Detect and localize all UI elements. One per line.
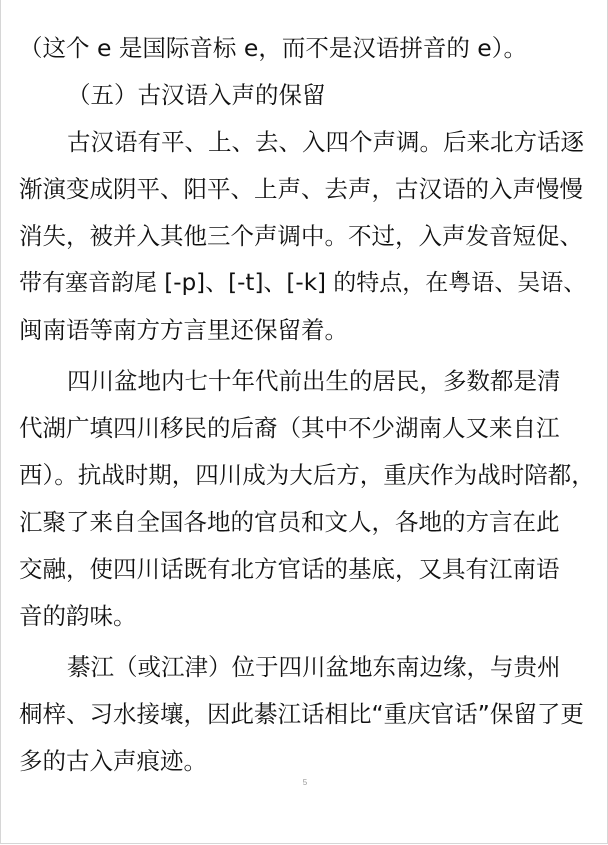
text-line-1: （这个 e 是国际音标 e，而不是汉语拼音的 e）。 xyxy=(19,34,528,62)
text-line-6: 带有塞音韵尾 [-p]、[-t]、[-k] 的特点，在粤语、吴语、 xyxy=(19,270,587,296)
section-heading: （五）古汉语入声的保留 xyxy=(67,81,326,109)
text-line-9: 代湖广填四川移民的后裔（其中不少湖南人又来自江 xyxy=(19,414,560,442)
text-line-16: 多的古入声痕迹。 xyxy=(19,747,207,775)
text-line-10: 西）。抗战时期，四川成为大后方，重庆作为战时陪都， xyxy=(19,461,595,489)
page-number: 5 xyxy=(302,778,308,787)
text-line-13: 音的韵味。 xyxy=(19,602,137,630)
text-line-4: 渐演变成阴平、阳平、上声、去声，古汉语的入声慢慢 xyxy=(19,175,583,203)
text-line-14: 綦江（或江津）位于四川盆地东南边缘，与贵州 xyxy=(67,653,561,681)
text-line-8: 四川盆地内七十年代前出生的居民，多数都是清 xyxy=(67,367,561,395)
text-line-11: 汇聚了来自全国各地的官员和文人，各地的方言在此 xyxy=(19,508,560,536)
text-line-5: 消失，被并入其他三个声调中。不过，入声发音短促、 xyxy=(19,222,583,250)
text-line-3: 古汉语有平、上、去、入四个声调。后来北方话逐 xyxy=(67,128,584,156)
text-line-7: 闽南语等南方方言里还保留着。 xyxy=(19,316,348,344)
text-line-12: 交融，使四川话既有北方官话的基底，又具有江南语 xyxy=(19,555,560,583)
text-line-15: 桐梓、习水接壤，因此綦江话相比“重庆官话”保留了更 xyxy=(19,700,584,728)
